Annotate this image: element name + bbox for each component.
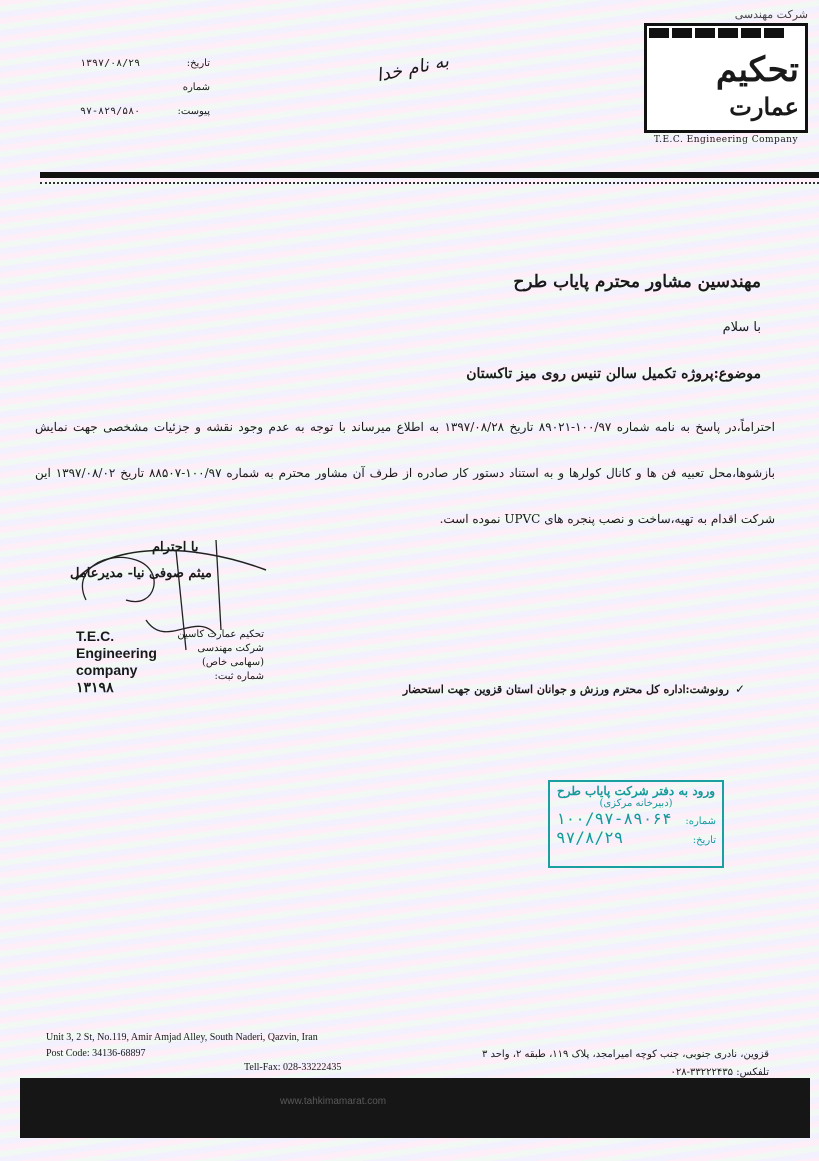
stamp-fa-2: شرکت مهندسی bbox=[197, 643, 264, 654]
receipt-date-value: ۹۷/۸/۲۹ bbox=[556, 828, 624, 847]
check-icon: ✓ bbox=[734, 682, 745, 696]
attachment-label: پیوست: bbox=[177, 106, 210, 117]
footer-address-en: Unit 3, 2 St, No.119, Amir Amjad Alley, South Naderi, Qazvin, Iran bbox=[46, 1032, 318, 1043]
logo-top-text: شرکت مهندسی bbox=[734, 8, 808, 21]
receipt-number-value: ۱۰۰/۹۷-۸۹۰۶۴ bbox=[556, 809, 672, 828]
stamp-english bbox=[76, 628, 157, 696]
logo-line1: تحکیم bbox=[715, 50, 799, 90]
stamp-number: ۱۳۱۹۸ bbox=[76, 679, 114, 695]
logo-english: T.E.C. Engineering Company bbox=[653, 135, 799, 145]
footer-telfax-fa: تلفکس: ۳۳۲۲۲۴۳۵-۰۲۸ bbox=[670, 1067, 769, 1078]
footer-bar bbox=[20, 1078, 810, 1138]
stamp-en-3: company bbox=[76, 662, 138, 678]
salutation: با سلام bbox=[722, 320, 761, 335]
footer-telfax-en: Tell-Fax: 028-33222435 bbox=[244, 1062, 342, 1073]
basmala: به نام خدا bbox=[374, 50, 451, 87]
header-rule bbox=[40, 172, 819, 178]
letter-meta bbox=[80, 52, 210, 124]
receipt-subtitle: (دبیرخانه مرکزی) bbox=[599, 798, 673, 809]
receipt-number-label: شماره: bbox=[685, 816, 716, 827]
recipient: مهندسین مشاور محترم پایاب طرح bbox=[513, 272, 761, 292]
company-logo bbox=[644, 8, 808, 160]
logo-box bbox=[644, 23, 808, 133]
logo-line2: عمارت bbox=[729, 92, 799, 121]
stamp-persian bbox=[172, 628, 264, 684]
stamp-en-1: T.E.C. bbox=[76, 628, 115, 644]
receipt-title: ورود به دفتر شرکت پایاب طرح bbox=[556, 784, 716, 798]
footer-website: www.tahkimamarat.com bbox=[280, 1096, 387, 1107]
footer-postcode-en: Post Code: 34136-68897 bbox=[46, 1048, 146, 1059]
footer-english bbox=[46, 1030, 318, 1062]
carbon-copy: رونوشت:اداره کل محترم ورزش و جوانان استان قزوین جهت استحضار bbox=[402, 683, 729, 696]
number-label: شماره bbox=[182, 82, 210, 93]
stamp-fa-3: (سهامی خاص) bbox=[201, 657, 264, 668]
footer-address-fa: قزوین، نادری جنوبی، جنب کوچه امیرامجد، پلاک ۱۱۹، طبقه ۲، واحد ۳ bbox=[481, 1049, 769, 1060]
signature-greeting: با احترام bbox=[152, 540, 199, 555]
stamp-en-2: Engineering bbox=[76, 645, 157, 661]
stamp-fa-1: تحکیم عمارت کاسین bbox=[177, 629, 264, 640]
letter-body: احتراماً،در پاسخ به نامه شماره ۱۰۰/۹۷-۸۹۰۲۱ تاریخ ۱۳۹۷/۰۸/۲۸ به اطلاع میرساند با توجه به عدم وجود نقشه و جزئیات مشخصی جهت نمایش بازشوها،محل تعبیه فن ها و کانال کولرها و به استناد دستور کار صادره از طرف آن مشاور محترم به شماره ۱۰۰/۹۷-۸۸۵۰۷ تاریخ ۱۳۹۷/۰۸/۰۲ این شرکت اقدام به تهیه،ساخت و نصب پنجره های UPVC نموده است. bbox=[35, 420, 776, 526]
stamp-fa-4: شماره ثبت: bbox=[214, 671, 264, 682]
date-label: تاریخ: bbox=[186, 58, 210, 69]
subject: موضوع:پروژه تکمیل سالن تنیس روی میز تاکستان bbox=[466, 366, 761, 382]
receipt-date-label: تاریخ: bbox=[692, 835, 716, 846]
date-value: ۱۳۹۷/۰۸/۲۹ bbox=[80, 58, 141, 69]
receipt-stamp bbox=[548, 780, 724, 868]
signature-name: میثم صوفی نیا- مدیرعامل bbox=[70, 566, 212, 581]
header-dotted-rule bbox=[40, 182, 819, 186]
number-value: ۹۷-۸۲۹/۵۸۰ bbox=[80, 106, 141, 117]
logo-grid-icon bbox=[649, 28, 784, 38]
